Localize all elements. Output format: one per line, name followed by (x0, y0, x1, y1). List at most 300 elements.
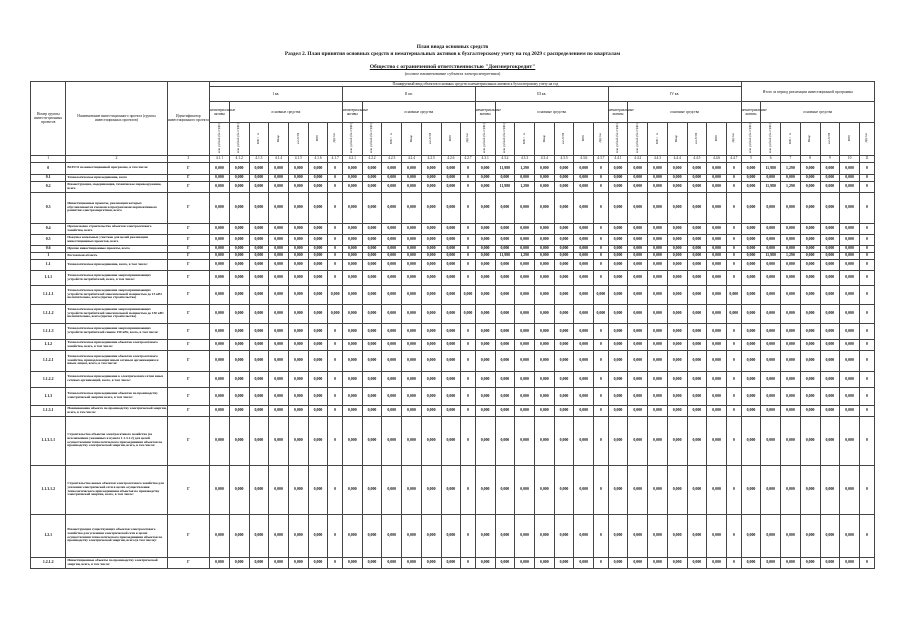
row-value: 0,000 (554, 162, 574, 174)
row-value: 0,000 (648, 192, 668, 223)
table-row (31, 259, 875, 270)
row-value: 0,000 (574, 192, 594, 223)
row-value: 0 (461, 387, 476, 405)
row-value: 0,000 (362, 339, 382, 350)
row-value: 0 (594, 416, 609, 465)
row-value: 0,000 (249, 270, 269, 285)
row-value: 0,000 (308, 339, 328, 350)
row-value: 0,000 (402, 557, 422, 568)
row-value: 0 (594, 387, 609, 405)
row-value: 0,000 (628, 339, 648, 350)
row-value: 0,000 (362, 252, 382, 259)
header-unit-label: Другое (730, 133, 735, 144)
row-value: 0,000 (554, 323, 574, 339)
row-value: 0,000 (362, 234, 382, 245)
row-number: 0.3 (31, 192, 66, 223)
row-value: 0,000 (761, 465, 781, 514)
row-value: 0,000 (761, 304, 781, 323)
row-value: 0,000 (781, 339, 801, 350)
header-unit-label: млн рублей (без НДС) (216, 123, 221, 154)
column-number: 4.1.2 (229, 155, 249, 162)
row-value: 0,000 (800, 465, 820, 514)
row-value: 0,000 (342, 514, 362, 557)
row-value: 0,000 (761, 371, 781, 387)
row-value: 0,000 (288, 181, 308, 192)
row-value: 0,000 (648, 323, 668, 339)
row-value: 0,000 (229, 557, 249, 568)
header-unit-label: млн рублей (без НДС) (634, 123, 639, 154)
table-row (31, 416, 875, 465)
row-value: 0,000 (495, 350, 515, 371)
row-value: 0 (594, 557, 609, 568)
row-value: 0,000 (249, 259, 269, 270)
row-value: 0,000 (534, 304, 554, 323)
row-value: 0,000 (421, 557, 441, 568)
row-value: 0,000 (781, 371, 801, 387)
row-project-name: Инвестиционные объекты по производству электрической энергии, всего, в том числе: (66, 557, 167, 568)
row-value: 0,000 (421, 387, 441, 405)
header-row-1 (31, 82, 875, 87)
row-value: 0 (726, 371, 741, 387)
row-value: 0,000 (667, 285, 687, 304)
row-value: 0,000 (229, 234, 249, 245)
row-value: 0 (594, 323, 609, 339)
row-value: 0,000 (707, 270, 727, 285)
row-value: 0,000 (288, 259, 308, 270)
row-value: 0,000 (534, 405, 554, 416)
row-value: 0,000 (761, 245, 781, 252)
row-value: 0 (461, 514, 476, 557)
row-value: 0,000 (229, 192, 249, 223)
table-row (31, 387, 875, 405)
row-value: 0,000 (308, 304, 328, 323)
row-value: 0,000 (495, 304, 515, 323)
row-value: 0,000 (800, 234, 820, 245)
row-value: 0,000 (342, 234, 362, 245)
row-value: 0,000 (229, 350, 249, 371)
row-value: 0,000 (820, 245, 840, 252)
row-value: 0,000 (608, 514, 628, 557)
row-value: 0,000 (574, 323, 594, 339)
row-value: 0,000 (608, 285, 628, 304)
row-value: 0,000 (534, 514, 554, 557)
header-plan-title: Планируемый ввод объектов основных средств и нематериальных активов к бухгалтерскому учету на год (210, 82, 742, 87)
row-value: 0 (859, 323, 874, 339)
header-intangible-assets: нематериальные активы (210, 102, 230, 123)
row-value: 0,000 (342, 405, 362, 416)
row-value: 0,000 (761, 416, 781, 465)
column-number: 4.4.7 (726, 155, 741, 162)
row-value: 0,000 (210, 252, 230, 259)
row-value: 0,000 (421, 304, 441, 323)
row-value: 0,000 (707, 181, 727, 192)
row-value: 0 (726, 181, 741, 192)
row-value: 0,000 (308, 465, 328, 514)
row-value: 0,000 (820, 465, 840, 514)
row-value: 0,000 (382, 323, 402, 339)
header-project-id: Идентификатор инвестиционного проекта (167, 82, 209, 156)
row-value: 0,000 (402, 270, 422, 285)
row-value: 0,000 (421, 514, 441, 557)
row-number: 1.1.1.2 (31, 304, 66, 323)
row-value: 0,000 (781, 234, 801, 245)
row-value: 0,000 (707, 405, 727, 416)
row-value: 0,000 (781, 514, 801, 557)
table-row (31, 162, 875, 174)
row-value: 0,000 (574, 465, 594, 514)
row-project-name: Строительство новых объектов электросетевого хозяйства для усиления электрической сети в целях осуществления технологического присоединения объектов по производству электрической энергии, всего, в том числе: (66, 465, 167, 514)
row-value: 0,000 (574, 371, 594, 387)
header-unit-label: МВ×А (654, 132, 659, 144)
row-value: 0,000 (687, 259, 707, 270)
row-value: 0,000 (515, 223, 535, 234)
row-value: 0,000 (402, 465, 422, 514)
row-value: 0,000 (667, 557, 687, 568)
row-value: 0,000 (288, 245, 308, 252)
row-value: 0,000 (628, 223, 648, 234)
row-value: 0,000 (402, 323, 422, 339)
row-value: 0,000 (269, 181, 289, 192)
column-number: 4.4.4 (667, 155, 687, 162)
header-fixed-assets: основные средства (495, 102, 608, 123)
row-value: 0,000 (608, 252, 628, 259)
row-value: 0 (594, 465, 609, 514)
row-project-name: Наименование объекта по производству электрической энергии, всего, в том числе: (66, 405, 167, 416)
row-value: 0,000 (475, 285, 495, 304)
row-value: 0,000 (515, 339, 535, 350)
header-quarter-4: IV кв. (608, 87, 741, 102)
row-number: 1.2.1 (31, 514, 66, 557)
row-value: 0 (859, 339, 874, 350)
row-value: 0,000 (402, 371, 422, 387)
column-number: 4.2.5 (421, 155, 441, 162)
row-value: 0 (859, 405, 874, 416)
column-number: 4.4.1 (608, 155, 628, 162)
row-value: 0,000 (707, 234, 727, 245)
row-value: 0,000 (515, 270, 535, 285)
row-value: 0,000 (210, 270, 230, 285)
row-value: 0,000 (308, 270, 328, 285)
row-value: 0,000 (382, 259, 402, 270)
row-value: 0,000 (495, 259, 515, 270)
row-value: 0 (859, 350, 874, 371)
row-value: 0,000 (210, 557, 230, 568)
row-value: 0,000 (648, 285, 668, 304)
row-value: 0,000 (441, 387, 461, 405)
column-number: 4.3.5 (554, 155, 574, 162)
row-value: 0,000 (741, 416, 761, 465)
header-unit (726, 123, 741, 155)
column-number: 4.1.6 (308, 155, 328, 162)
row-value: 0,000 (648, 223, 668, 234)
row-value: 0,000 (594, 285, 609, 304)
header-unit (534, 123, 554, 155)
row-value: 0,000 (667, 223, 687, 234)
row-value: 0,000 (608, 245, 628, 252)
row-value: 0,000 (210, 323, 230, 339)
row-value: 0,000 (402, 252, 422, 259)
column-number: 4.3.2 (495, 155, 515, 162)
row-value: 0,000 (707, 371, 727, 387)
row-value: 0,000 (495, 323, 515, 339)
row-value: 0,000 (382, 174, 402, 181)
row-value: 0,000 (269, 387, 289, 405)
row-value: 0,000 (308, 557, 328, 568)
column-number: 4.3.3 (515, 155, 535, 162)
row-value: 0,000 (210, 181, 230, 192)
header-quarter-3: III кв. (475, 87, 608, 102)
row-project-name: Реконструкция существующих объектов электросетевого хозяйства для усиления электрической сети в целях осуществления технологического присоединения объектов по производству электрической энергии, всего (в том числе): (66, 514, 167, 557)
row-value: 0,000 (741, 339, 761, 350)
table-row (31, 181, 875, 192)
row-value: 0,000 (288, 339, 308, 350)
row-value: 0,000 (820, 223, 840, 234)
row-value: 0,000 (210, 174, 230, 181)
row-value: 0,000 (495, 387, 515, 405)
row-value: 0,000 (441, 405, 461, 416)
row-value: 0,000 (741, 270, 761, 285)
header-unit-label: млн рублей (без НДС) (767, 123, 772, 154)
row-value: 0,000 (707, 323, 727, 339)
row-value: 0,000 (594, 304, 609, 323)
row-value: 0,000 (515, 323, 535, 339)
column-number: 11 (859, 155, 874, 162)
section-title: Раздел 2. План принятия основных средств и нематериальных активов к бухгалтерскому учету на год 2029 с распределением по кварталам (284, 51, 621, 57)
row-value: 0,000 (362, 557, 382, 568)
row-value: 0 (461, 416, 476, 465)
row-value: 0,000 (269, 259, 289, 270)
row-value: 0,000 (269, 405, 289, 416)
row-project-id: Г (167, 323, 209, 339)
header-unit-label: Мвар (674, 134, 679, 142)
row-value: 0,000 (554, 285, 574, 304)
row-value: 0 (594, 192, 609, 223)
row-value: 0,000 (249, 234, 269, 245)
header-unit (574, 123, 594, 155)
row-value: 0,000 (628, 371, 648, 387)
row-value: 0,000 (229, 223, 249, 234)
row-value: 0,000 (800, 371, 820, 387)
row-project-id: Г (167, 405, 209, 416)
row-value: 0,000 (308, 223, 328, 234)
row-value: 0,000 (687, 223, 707, 234)
row-value: 0,000 (475, 192, 495, 223)
row-project-id: Г (167, 339, 209, 350)
column-number: 4.4.2 (628, 155, 648, 162)
row-value: 0 (328, 162, 343, 174)
header-fixed-assets: основные средства (362, 102, 475, 123)
row-project-name: Прочие инвестиционные проекты, всего (66, 245, 167, 252)
row-value: 0,000 (495, 270, 515, 285)
row-value: 0 (328, 252, 343, 259)
header-fixed-assets: основные средства (761, 102, 875, 123)
row-value: 0 (594, 514, 609, 557)
row-value: 0 (726, 270, 741, 285)
row-value: 0,000 (840, 174, 860, 181)
row-value: 0,000 (229, 371, 249, 387)
row-value: 0,000 (574, 162, 594, 174)
row-value: 0,000 (421, 174, 441, 181)
row-value: 0,000 (308, 252, 328, 259)
row-value: 0,000 (269, 371, 289, 387)
header-unit (421, 123, 441, 155)
row-value: 0,000 (249, 350, 269, 371)
row-value: 0,000 (554, 557, 574, 568)
row-value: 0,000 (554, 416, 574, 465)
row-value: 0 (461, 323, 476, 339)
row-value: 0,000 (667, 465, 687, 514)
column-number: 4.4.6 (707, 155, 727, 162)
header-unit-label: МВт (448, 135, 453, 142)
row-value: 0,000 (800, 514, 820, 557)
row-value: 0,000 (342, 192, 362, 223)
row-value: 0,000 (534, 323, 554, 339)
row-value: 0,000 (495, 223, 515, 234)
row-value: 0,000 (441, 252, 461, 259)
row-value: 0,000 (800, 557, 820, 568)
row-value: 0,000 (534, 245, 554, 252)
row-value: 0,000 (269, 465, 289, 514)
row-value: 0,000 (362, 259, 382, 270)
row-value: 0,000 (269, 350, 289, 371)
header-unit-label: км ЛЭП (295, 132, 300, 144)
row-value: 0,000 (441, 234, 461, 245)
row-value: 0,000 (441, 223, 461, 234)
company-name: Общество с ограниченной ответственностью "Донэнергокредит" (369, 64, 536, 70)
row-value: 0,000 (421, 270, 441, 285)
header-unit-label: МВт (713, 135, 718, 142)
row-value: 0,000 (288, 465, 308, 514)
row-value: 0,000 (534, 223, 554, 234)
row-value: 0,000 (628, 245, 648, 252)
row-value: 0,000 (421, 371, 441, 387)
header-unit-label: Мвар (275, 134, 280, 142)
row-value: 0,000 (475, 405, 495, 416)
row-value: 0,000 (382, 514, 402, 557)
row-value: 0 (461, 252, 476, 259)
row-number: 1.1.1.1 (31, 285, 66, 304)
row-value: 0 (594, 234, 609, 245)
row-value: 0,000 (648, 174, 668, 181)
row-value: 0,000 (840, 416, 860, 465)
row-value: 0,000 (726, 285, 741, 304)
row-value: 0,000 (781, 304, 801, 323)
row-value: 0,000 (308, 192, 328, 223)
row-value: 0,000 (342, 416, 362, 465)
row-value: 0,000 (667, 416, 687, 465)
row-value: 0,000 (667, 270, 687, 285)
row-value: 0,000 (608, 192, 628, 223)
header-unit (840, 123, 860, 155)
header-unit (210, 123, 230, 155)
row-value: 0 (859, 223, 874, 234)
header-unit-label: Другое (864, 133, 869, 144)
row-value: 0,000 (761, 350, 781, 371)
header-unit (648, 123, 668, 155)
row-value: 0,000 (495, 285, 515, 304)
row-value: 0 (726, 405, 741, 416)
row-value: 0,000 (741, 514, 761, 557)
row-value: 0,000 (382, 285, 402, 304)
row-value: 0,000 (667, 252, 687, 259)
column-number: 2 (66, 155, 167, 162)
row-value: 0,000 (249, 174, 269, 181)
row-value: 0,000 (554, 181, 574, 192)
table-row (31, 339, 875, 350)
row-value: 0,000 (608, 339, 628, 350)
header-unit (328, 123, 343, 155)
header-intangible-assets: нематериальные активы (608, 102, 628, 123)
row-value: 0 (859, 252, 874, 259)
row-value: 0,000 (781, 557, 801, 568)
row-project-name: Технологическое присоединение к электрическим сетям иных сетевых организаций, всего, в том числе: (66, 371, 167, 387)
row-value: 0,000 (342, 181, 362, 192)
row-value: 0 (726, 350, 741, 371)
row-value: 0,000 (800, 339, 820, 350)
row-value: 0,000 (741, 181, 761, 192)
row-value: 0,000 (475, 181, 495, 192)
row-value: 0,000 (210, 304, 230, 323)
row-project-id: Г (167, 304, 209, 323)
row-value: 0,000 (687, 557, 707, 568)
row-value: 0 (859, 514, 874, 557)
row-value: 0,000 (608, 465, 628, 514)
row-value: 0,000 (608, 162, 628, 174)
row-value: 0,000 (210, 223, 230, 234)
row-value: 0,000 (820, 339, 840, 350)
column-number: 3 (167, 155, 209, 162)
row-value: 0,000 (554, 234, 574, 245)
row-value: 0 (461, 245, 476, 252)
row-value: 0,000 (288, 252, 308, 259)
row-value: 0,000 (269, 252, 289, 259)
row-value: 0,000 (820, 162, 840, 174)
row-value: 0,000 (820, 304, 840, 323)
table-row (31, 557, 875, 568)
column-number: 9 (820, 155, 840, 162)
column-number: 5 (741, 155, 761, 162)
row-value: 0,000 (608, 350, 628, 371)
row-value: 0,000 (249, 245, 269, 252)
row-value: 0,000 (820, 285, 840, 304)
row-value: 0,000 (441, 285, 461, 304)
column-number: 4.1.5 (288, 155, 308, 162)
row-value: 0,000 (648, 252, 668, 259)
row-value: 0,000 (229, 465, 249, 514)
row-value: 0,000 (288, 223, 308, 234)
row-value: 0,000 (515, 192, 535, 223)
row-value: 0,000 (210, 416, 230, 465)
row-value: 0,000 (574, 514, 594, 557)
document-title: План ввода основных средств (416, 44, 489, 50)
row-value: 0,000 (628, 557, 648, 568)
row-value: 0,000 (820, 557, 840, 568)
column-number: 4.1.4 (269, 155, 289, 162)
row-value: 0,000 (402, 350, 422, 371)
row-project-name: Прочее новое строительство объектов электросетевого хозяйства, всего (66, 223, 167, 234)
row-value: 0,000 (402, 339, 422, 350)
row-value: 0 (726, 416, 741, 465)
row-value: 0,000 (342, 259, 362, 270)
row-value: 0,000 (461, 304, 476, 323)
row-value: 0,000 (342, 557, 362, 568)
row-value: 0 (328, 350, 343, 371)
row-value: 0 (859, 465, 874, 514)
row-value: 0,000 (687, 252, 707, 259)
row-value: 0,000 (800, 350, 820, 371)
row-value: 0,000 (475, 304, 495, 323)
header-unit (249, 123, 269, 155)
